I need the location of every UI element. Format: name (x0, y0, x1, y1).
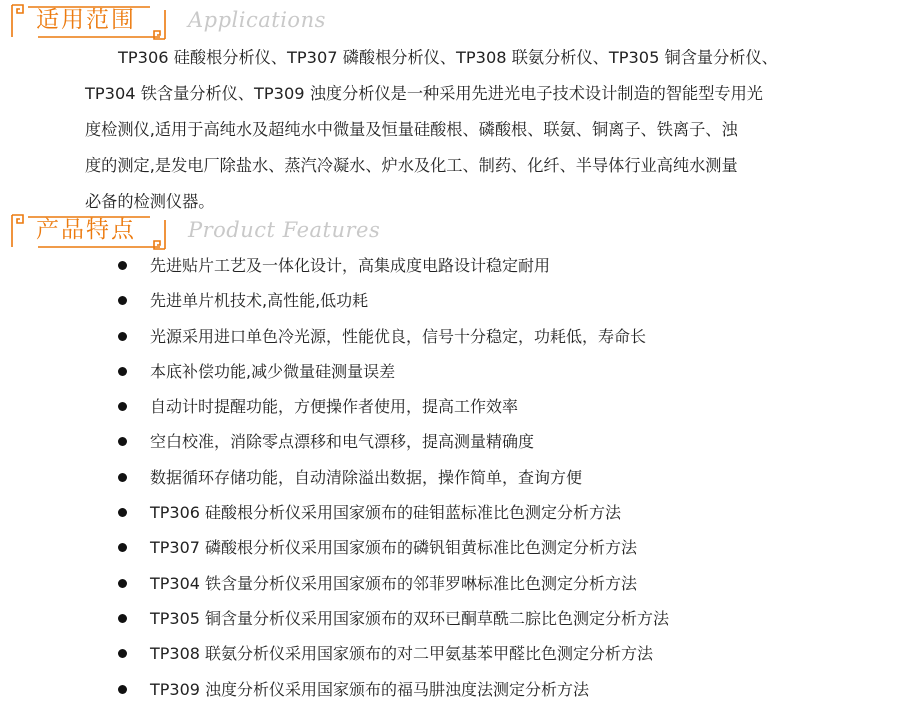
list-item (0, 601, 900, 636)
list-item (0, 495, 900, 530)
paragraph-line: 度检测仪,适用于高纯水及超纯水中微量及恒量硅酸根、磷酸根、联氨、铜离子、铁离子、浊 (85, 120, 738, 139)
list-item (0, 319, 900, 354)
feature-text: TP304 铁含量分析仪采用国家颁布的邻菲罗啉标准比色测定分析方法 (150, 573, 638, 593)
bullet-icon (118, 614, 127, 623)
list-item (0, 389, 900, 424)
list-item (0, 248, 900, 283)
section-title-en: Product Features (188, 218, 381, 242)
list-item (0, 354, 900, 389)
list-item (0, 636, 900, 671)
feature-text: TP309 浊度分析仪采用国家颁布的福马肼浊度法测定分析方法 (150, 679, 590, 699)
paragraph-line: 必备的检测仪器。 (85, 192, 215, 211)
list-item (0, 283, 900, 318)
list-item (0, 530, 900, 565)
bullet-icon (118, 685, 127, 694)
bullet-icon (118, 437, 127, 446)
bullet-icon (118, 332, 127, 341)
section-title: 适用范围 (36, 7, 136, 33)
bullet-icon (118, 508, 127, 517)
feature-text: TP308 联氨分析仪采用国家颁布的对二甲氨基苯甲醛比色测定分析方法 (150, 644, 654, 664)
applications-paragraph (85, 40, 825, 220)
feature-text: TP306 硅酸根分析仪采用国家颁布的硅钼蓝标准比色测定分析方法 (150, 503, 622, 523)
feature-text: 本底补偿功能,减少微量硅测量误差 (150, 361, 396, 381)
feature-text: 空白校准，消除零点漂移和电气漂移，提高测量精确度 (150, 432, 535, 452)
feature-text: 先进单片机技术,高性能,低功耗 (150, 291, 369, 311)
section-header-applications (10, 2, 890, 42)
list-item (0, 566, 900, 601)
paragraph-line: TP306 硅酸根分析仪、TP307 磷酸根分析仪、TP308 联氨分析仪、TP305 铜含量分析仪、 (118, 48, 778, 67)
bullet-icon (118, 402, 127, 411)
bullet-icon (118, 649, 127, 658)
paragraph-line: TP304 铁含量分析仪、TP309 浊度分析仪是一种采用先进光电子技术设计制造的智能型专用光 (85, 84, 763, 103)
feature-text: 先进贴片工艺及一体化设计，高集成度电路设计稳定耐用 (150, 256, 551, 275)
list-item (0, 672, 900, 707)
list-item (0, 424, 900, 459)
feature-list (0, 248, 900, 707)
bullet-icon (118, 367, 127, 376)
list-item (0, 460, 900, 495)
section-title: 产品特点 (36, 217, 136, 243)
bullet-icon (118, 261, 127, 270)
feature-text: TP307 磷酸根分析仪采用国家颁布的磷钒钼黄标准比色测定分析方法 (150, 538, 638, 558)
feature-text: TP305 铜含量分析仪采用国家颁布的双环已酮草酰二腙比色测定分析方法 (150, 608, 670, 628)
feature-text: 自动计时提醒功能，方便操作者使用，提高工作效率 (150, 397, 519, 417)
bullet-icon (118, 543, 127, 552)
feature-text: 数据循环存储功能，自动清除溢出数据，操作简单，查询方便 (150, 467, 583, 487)
bullet-icon (118, 296, 127, 305)
bullet-icon (118, 579, 127, 588)
paragraph-line: 度的测定,是发电厂除盐水、蒸汽冷凝水、炉水及化工、制药、化纤、半导体行业高纯水测量 (85, 156, 738, 175)
section-header-features (10, 212, 890, 252)
bullet-icon (118, 473, 127, 482)
section-title-en: Applications (188, 8, 326, 32)
feature-text: 光源采用进口单色冷光源，性能优良，信号十分稳定，功耗低，寿命长 (150, 326, 647, 346)
